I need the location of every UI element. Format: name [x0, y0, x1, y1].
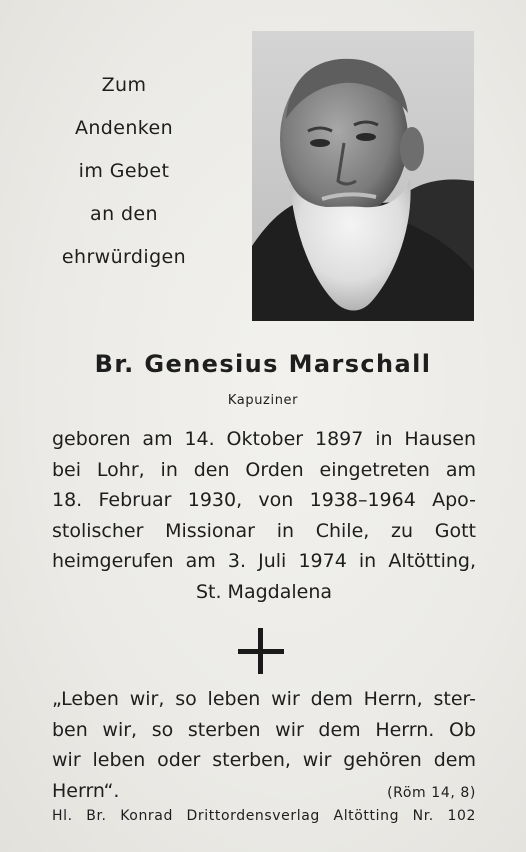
verse-line: wir leben oder sterben, wir gehören dem — [52, 749, 476, 771]
scripture-verse — [52, 684, 476, 808]
deceased-name: Br. Genesius Marschall — [94, 350, 432, 378]
dedication-text — [44, 64, 204, 279]
biography-line: bei Lohr, in den Orden eingetreten am — [52, 458, 476, 481]
biography-line: stolischer Missionar in Chile, zu Gott — [52, 519, 476, 542]
cross-horizontal-bar — [238, 649, 284, 654]
religious-order: Kapuziner — [227, 393, 299, 408]
verse-line: Herrn“. — [52, 779, 120, 802]
portrait-image — [252, 31, 474, 321]
biography-line: geboren am 14. Oktober 1897 in Hausen — [52, 428, 476, 450]
verse-reference: (Röm 14, 8) — [387, 784, 476, 801]
biography-line: 18. Februar 1930, von 1938–1964 Apo- — [52, 489, 476, 511]
portrait-photo — [252, 31, 474, 321]
dedication-line: ehrwürdigen — [61, 246, 187, 268]
verse-last-row — [52, 776, 476, 809]
biography-text — [52, 424, 476, 607]
biography-line: heimgerufen am 3. Juli 1974 in Altötting, — [52, 550, 476, 572]
biography-line: St. Magdalena — [195, 580, 333, 603]
dedication-line: an den — [90, 203, 158, 225]
dedication-line: Andenken — [74, 117, 174, 139]
publisher-footer: Hl. Br. Konrad Drittordensverlag Altötting Nr. 102 — [52, 808, 476, 824]
verse-line: ben wir, so sterben wir dem Herrn. Ob — [52, 718, 476, 741]
dedication-line: Zum — [101, 74, 147, 96]
verse-line: „Leben wir, so leben wir dem Herrn, ster- — [52, 688, 476, 710]
cross-icon — [238, 628, 284, 674]
dedication-line: im Gebet — [78, 160, 170, 182]
